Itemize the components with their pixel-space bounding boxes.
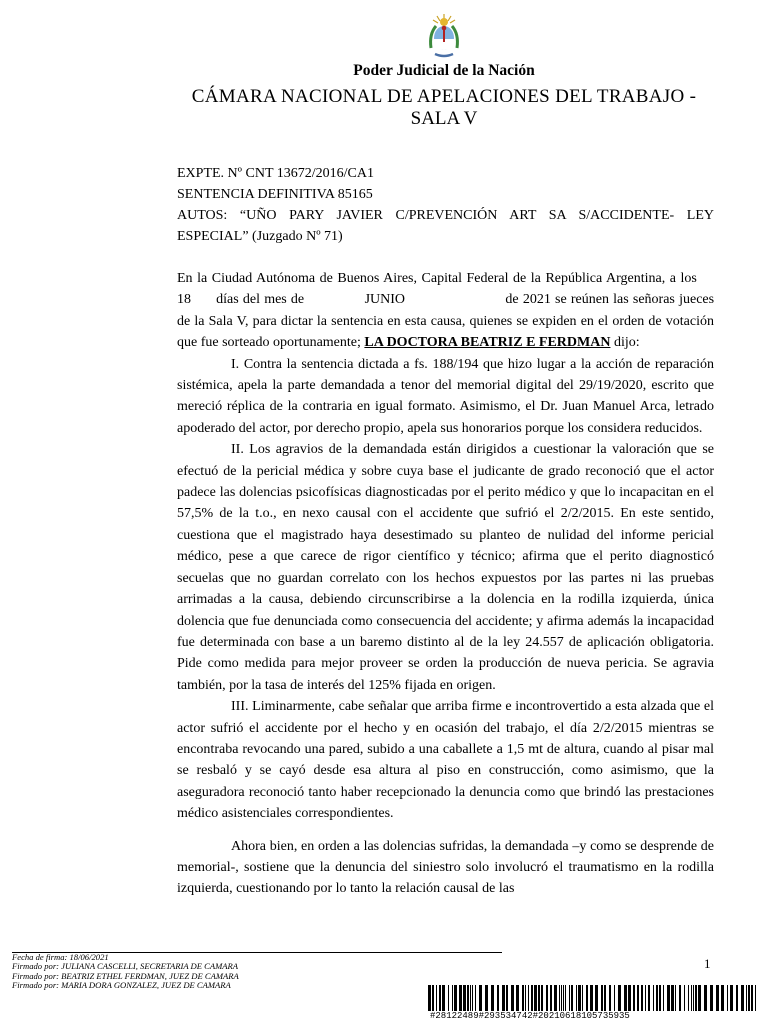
barcode-bar xyxy=(624,985,627,1011)
barcode-bar xyxy=(698,985,701,1011)
signer-judge-ferdman: Firmado por: BEATRIZ ETHEL FERDMAN, JUEZ DE CAMARA xyxy=(12,970,239,981)
barcode-bar xyxy=(590,985,593,1011)
barcode-bar xyxy=(511,985,514,1011)
case-title: AUTOS: “UÑO PARY JAVIER C/PREVENCIÓN ART SA S/ACCIDENTE- LEY ESPECIAL” (Juzgado Nº 71) xyxy=(177,208,714,244)
barcode-bar xyxy=(710,985,713,1011)
barcode-bar xyxy=(531,985,533,1011)
barcode-bar xyxy=(502,985,505,1011)
sentence-body xyxy=(177,268,714,900)
barcode-bar xyxy=(751,985,753,1011)
barcode-bar xyxy=(525,985,526,1011)
barcode-bar xyxy=(727,985,728,1011)
chamber-title: CÁMARA NACIONAL DE APELACIONES DEL TRABAJO - xyxy=(191,86,697,107)
barcode-bar xyxy=(432,985,434,1011)
barcode-bar xyxy=(491,985,494,1011)
barcode-bar xyxy=(645,985,646,1011)
barcode-bar xyxy=(618,985,621,1011)
sentence-number: SENTENCIA DEFINITIVA 85165 xyxy=(177,187,373,202)
chamber-sala: SALA V xyxy=(410,108,478,129)
barcode-bar xyxy=(554,985,557,1011)
opening-year: de 2021 se reúnen las señoras xyxy=(505,292,675,308)
barcode-bar xyxy=(516,985,519,1011)
signer-judge-gonzalez: Firmado por: MARIA DORA GONZALEZ, JUEZ DE CAMARA xyxy=(12,980,231,991)
barcode-text: #28122489#293534742#20210618105735935 xyxy=(430,1011,630,1021)
voting-judge: LA DOCTORA BEATRIZ E FERDMAN xyxy=(364,335,611,351)
barcode-bar xyxy=(522,985,524,1011)
barcode-bar xyxy=(436,985,437,1011)
barcode-bar xyxy=(571,985,573,1011)
barcode-bar xyxy=(604,985,606,1011)
barcode-bar xyxy=(671,985,674,1011)
barcode-bar xyxy=(428,985,431,1011)
barcode-bar xyxy=(730,985,733,1011)
signature-block xyxy=(12,953,239,991)
barcode-bar xyxy=(716,985,719,1011)
barcode-bar xyxy=(693,985,694,1011)
page-number: 1 xyxy=(704,956,711,971)
paragraph-i: I. Contra la sentencia dictada a fs. 188/194 que hizo lugar a la acción de reparación sistémica, apela la parte demandada a tenor del memorial digital del 29/19/2020, escrito que mereció réplica de la contraria en igual formato. Asimismo, el Dr. Juan Manuel Arca, letrado apoderado del actor, por derecho propio, apela sus honorarios porque los considera reducidos. xyxy=(177,356,714,436)
barcode-bar xyxy=(736,985,738,1011)
barcode-bar xyxy=(679,985,681,1011)
barcode-bar xyxy=(663,985,664,1011)
barcode-bar xyxy=(656,985,658,1011)
barcode-bar xyxy=(485,985,488,1011)
barcode-bar xyxy=(479,985,482,1011)
barcode-bar xyxy=(609,985,611,1011)
barcode-bar xyxy=(578,985,581,1011)
opening-dijo: dijo: xyxy=(613,335,640,351)
barcode-bar xyxy=(721,985,724,1011)
barcode-bar xyxy=(684,985,685,1011)
barcode-bar xyxy=(454,985,457,1011)
opening-los: los xyxy=(680,271,697,286)
barcode-bar xyxy=(442,985,445,1011)
barcode-icon xyxy=(428,985,758,1011)
barcode-bar xyxy=(659,985,661,1011)
barcode-bar xyxy=(538,985,540,1011)
barcode-bar xyxy=(704,985,707,1011)
barcode-bar xyxy=(569,985,570,1011)
barcode-bar xyxy=(755,985,756,1011)
opening-paragraph xyxy=(177,268,714,354)
barcode-bar xyxy=(550,985,552,1011)
barcode-bar xyxy=(561,985,562,1011)
case-metadata xyxy=(177,163,714,247)
barcode-bar xyxy=(595,985,598,1011)
paragraph-iii: III. Liminarmente, cabe señalar que arriba firme e incontrovertido a esta alzada que el actor sufrió el accidente por el hecho y en ocasión del trabajo, el día 2/2/2015 mientras se encontraba revocando una pared, subido a una caballete a 1,5 mt de altura, cuando al pisar mal se resbaló y se cayó desde esa altura al piso en construcción, como asimismo, que la aseguradora reconoció tanto haber recepcionado la denuncia como que brindó las prestaciones médico asistenciales correspondientes. xyxy=(177,699,714,822)
barcode-bar xyxy=(463,985,466,1011)
paragraph-iv: Ahora bien, en orden a las dolencias sufridas, la demandada –y como se desprende de memorial-, sostiene que la denuncia del siniestro solo involucró el traumatismo en la rodilla izquierda, cuestionando por lo tanto la relación causal de las xyxy=(177,838,714,897)
barcode-bar xyxy=(546,985,548,1011)
barcode-bar xyxy=(667,985,670,1011)
barcode-bar xyxy=(741,985,744,1011)
barcode-bar xyxy=(586,985,588,1011)
barcode-bar xyxy=(628,985,631,1011)
opening-month: JUNIO xyxy=(364,292,406,308)
barcode-bar xyxy=(452,985,453,1011)
barcode-bar xyxy=(576,985,577,1011)
barcode-bar xyxy=(748,985,750,1011)
barcode-bar xyxy=(497,985,499,1011)
barcode-bar xyxy=(691,985,692,1011)
barcode-bar xyxy=(559,985,560,1011)
barcode-bar xyxy=(633,985,635,1011)
barcode-bar xyxy=(675,985,676,1011)
barcode-bar xyxy=(582,985,583,1011)
barcode-bar xyxy=(641,985,643,1011)
barcode-bar xyxy=(601,985,603,1011)
opening-mes: días del mes de xyxy=(216,292,305,308)
barcode-bar xyxy=(506,985,508,1011)
barcode-bar xyxy=(475,985,476,1011)
barcode-bar xyxy=(614,985,615,1011)
barcode-bar xyxy=(472,985,473,1011)
barcode-bar xyxy=(467,985,469,1011)
barcode-bar xyxy=(528,985,529,1011)
signature-date: Fecha de firma: 18/06/2021 xyxy=(12,952,109,962)
institution-title: Poder Judicial de la Nación xyxy=(353,62,535,79)
argentina-coat-of-arms-icon xyxy=(426,12,462,58)
signer-secretary: Firmado por: JULIANA CASCELLI, SECRETARIA DE CAMARA xyxy=(12,961,239,972)
case-number: EXPTE. Nº CNT 13672/2016/CA1 xyxy=(177,166,374,181)
barcode-bar xyxy=(459,985,462,1011)
barcode-bar xyxy=(637,985,639,1011)
opening-day: 18 xyxy=(177,292,191,308)
opening-rest: jueces de la Sala V, para dictar la sentencia en esta causa, quienes se expiden en el orden de votación que fue sorteado oportunamente; xyxy=(177,292,715,351)
barcode-bar xyxy=(565,985,566,1011)
opening-line: En la Ciudad Autónoma de Buenos Aires, Capital Federal de la República Argentina, a xyxy=(177,271,676,286)
barcode-bar xyxy=(563,985,564,1011)
barcode-bar xyxy=(470,985,471,1011)
paragraph-ii: II. Los agravios de la demandada están dirigidos a cuestionar la valoración que se efectuó de la pericial médica y sobre cuya base el judicante de grado reconoció que el actor padece las dolencias psicofísicas diagnosticadas por el perito médico y que lo incapacitan en el 57,5% de la t.o., en nexo causal con el accidente que sufrió el 2/2/2015. En este sentido, cuestiona que el magistrado haya desestimado su planteo de nulidad del informe pericial médico, pese a que carece de rigor científico y técnico; afirma que el perito diagnosticó secuelas que no guardan correlato con los hechos expuestos por las partes ni las pruebas arrimadas a la causa, debiendo circunscribirse a la dolencia en la rodilla izquierda, única dolencia que fue denunciada como consecuencia del accidente; y afirma además la incapacidad fue determinada con base a un baremo distinto al de la ley 24.557 de aplicación obligatoria. Pide como medida para mejor proveer se orden la producción de nueva pericia. Se agravia también, por la tasa de interés del 125% fijada en origen. xyxy=(177,442,714,693)
barcode-bar xyxy=(448,985,449,1011)
barcode-bar xyxy=(695,985,697,1011)
barcode-bar xyxy=(648,985,650,1011)
barcode-bar xyxy=(653,985,654,1011)
barcode-bar xyxy=(688,985,689,1011)
barcode-bar xyxy=(746,985,747,1011)
barcode-bar xyxy=(439,985,441,1011)
barcode-bar xyxy=(534,985,537,1011)
barcode-bar xyxy=(541,985,543,1011)
